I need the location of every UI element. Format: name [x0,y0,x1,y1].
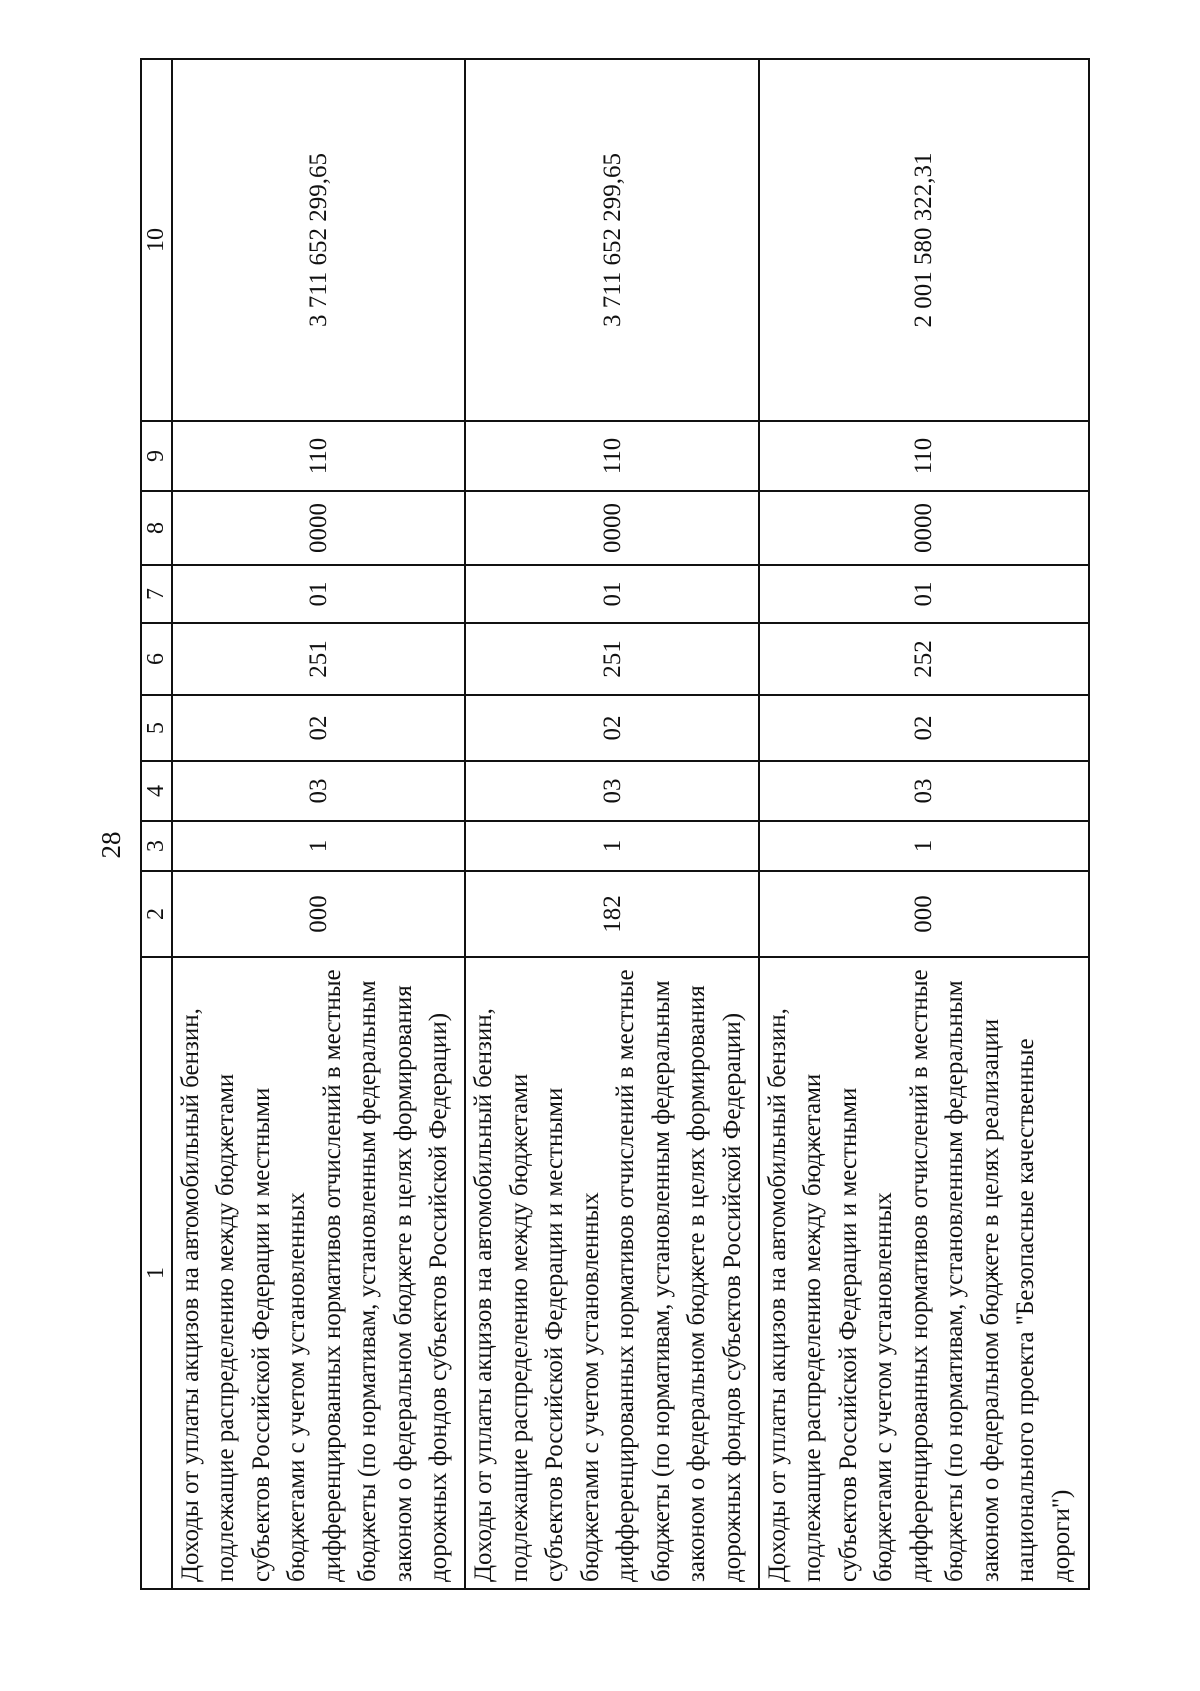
code-cell: 182 [465,871,759,957]
rotated-table-wrapper [140,60,1090,1590]
column-number: 8 [141,491,172,565]
code-cell: 03 [465,761,759,821]
table-row [465,59,759,1589]
code-cell: 110 [172,421,466,491]
column-number-row [141,59,172,1589]
amount-cell: 3 711 652 299,65 [465,59,759,421]
code-cell: 110 [759,421,1089,491]
column-number: 4 [141,761,172,821]
code-cell: 251 [172,623,466,695]
code-cell: 000 [172,871,466,957]
code-cell: 0000 [172,491,466,565]
code-cell: 02 [759,695,1089,761]
code-cell: 0000 [759,491,1089,565]
budget-revenue-table [140,58,1090,1590]
column-number: 6 [141,623,172,695]
revenue-description: Доходы от уплаты акцизов на автомобильный бензин, подлежащие распределению между бюджетами субъектов Российской Федерации и местными бюджетами с учетом установленных дифференцированных нормативов отчислений в местные бюджеты (по нормативам, установленным федеральным законом о федеральном бюджете в целях формирования дорожных фондов субъектов Российской Федерации) [465,957,759,1589]
code-cell: 251 [465,623,759,695]
column-number: 10 [141,59,172,421]
revenue-description: Доходы от уплаты акцизов на автомобильный бензин, подлежащие распределению между бюджетами субъектов Российской Федерации и местными бюджетами с учетом установленных дифференцированных нормативов отчислений в местные бюджеты (по нормативам, установленным федеральным законом о федеральном бюджете в целях реализации национального проекта "Безопасные качественные дороги") [759,957,1089,1589]
column-number: 3 [141,821,172,871]
code-cell: 110 [465,421,759,491]
code-cell: 252 [759,623,1089,695]
code-cell: 03 [172,761,466,821]
column-number: 7 [141,565,172,623]
code-cell: 1 [465,821,759,871]
code-cell: 01 [465,565,759,623]
column-number: 9 [141,421,172,491]
code-cell: 02 [172,695,466,761]
code-cell: 02 [465,695,759,761]
amount-cell: 2 001 580 322,31 [759,59,1089,421]
revenue-description: Доходы от уплаты акцизов на автомобильный бензин, подлежащие распределению между бюджетами субъектов Российской Федерации и местными бюджетами с учетом установленных дифференцированных нормативов отчислений в местные бюджеты (по нормативам, установленным федеральным законом о федеральном бюджете в целях формирования дорожных фондов субъектов Российской Федерации) [172,957,466,1589]
amount-cell: 3 711 652 299,65 [172,59,466,421]
column-number: 1 [141,957,172,1589]
code-cell: 01 [759,565,1089,623]
code-cell: 01 [172,565,466,623]
page-number: 28 [96,831,126,859]
code-cell: 1 [759,821,1089,871]
code-cell: 03 [759,761,1089,821]
table-row [759,59,1089,1589]
table-row [172,59,466,1589]
column-number: 5 [141,695,172,761]
code-cell: 1 [172,821,466,871]
code-cell: 000 [759,871,1089,957]
column-number: 2 [141,871,172,957]
code-cell: 0000 [465,491,759,565]
